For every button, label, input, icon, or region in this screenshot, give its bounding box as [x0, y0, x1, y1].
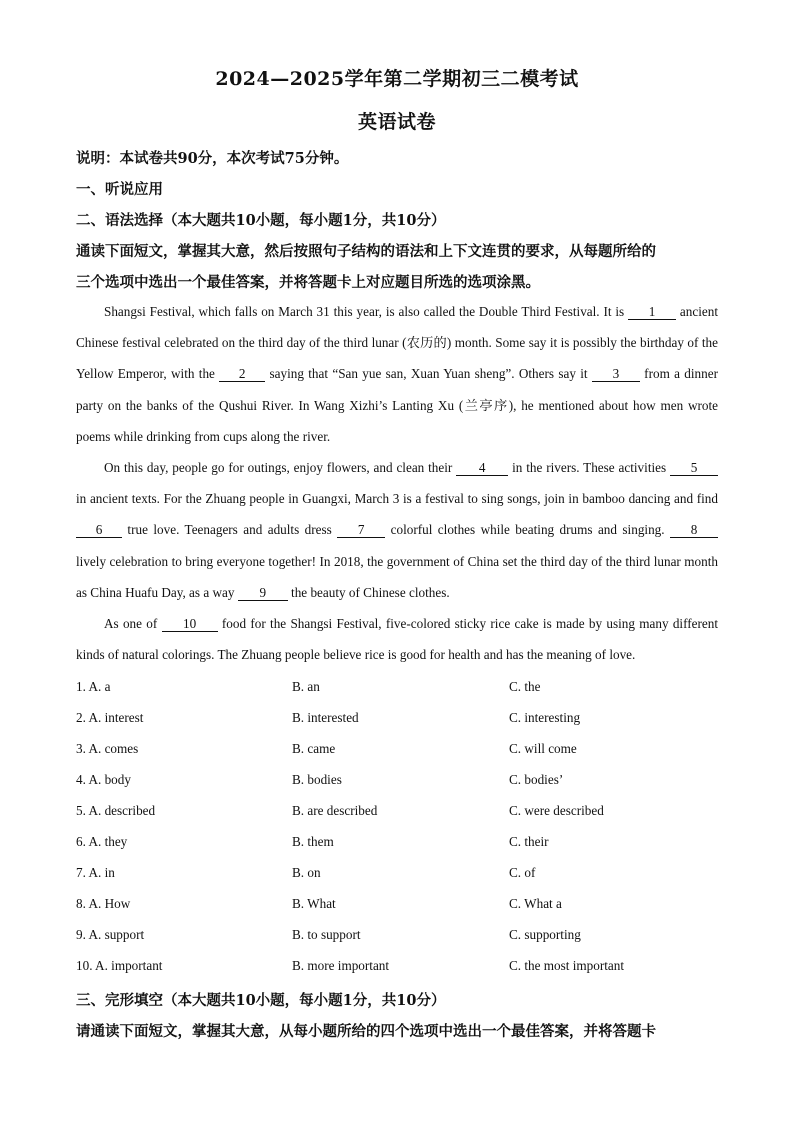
- blank-2: 2: [219, 367, 265, 382]
- option-b: B. are described: [292, 803, 378, 818]
- passage-text: colorful clothes while beating drums and singing.: [385, 522, 670, 538]
- section-3-heading: 三、完形填空（本大题共10小题，每小题1分，共10分）: [76, 992, 446, 1009]
- option-a: 2. A. interest: [76, 710, 144, 725]
- option-row-6: [76, 834, 736, 854]
- option-b: B. more important: [292, 958, 390, 973]
- passage-text: On this day, people go for outings, enjoy flowers, and clean their: [104, 460, 457, 475]
- option-c: C. the most important: [509, 958, 625, 973]
- option-b: B. them: [292, 834, 334, 849]
- blank-10: 10: [162, 617, 218, 632]
- option-c: C. were described: [509, 803, 604, 818]
- passage-text: the beauty of Chinese clothes.: [287, 584, 450, 600]
- exam-note: 说明：本试卷共90分，本次考试75分钟。: [76, 150, 349, 167]
- option-a: 4. A. body: [76, 772, 131, 787]
- passage-text: true love. Teenagers and adults dress: [122, 522, 338, 538]
- blank-8: 8: [670, 523, 718, 538]
- passage-text: Shangsi Festival, which falls on March 31 this year, is also called the Double Third Festival. It is: [104, 304, 629, 319]
- option-a: 9. A. support: [76, 927, 145, 942]
- option-a: 3. A. comes: [76, 741, 139, 756]
- option-b: B. to support: [292, 927, 361, 942]
- option-row-2: [76, 710, 736, 730]
- section-2-instruction-line-2: 三个选项中选出一个最佳答案，并将答题卡上对应题目所选的选项涂黑。: [76, 274, 540, 291]
- option-c: C. of: [509, 865, 536, 880]
- passage-text: lively celebration to bring everyone together! In 2018, the government of China set the third day of the third lunar month as China Huafu Day, as a way: [76, 553, 718, 600]
- option-row-8: [76, 896, 736, 916]
- option-row-1: [76, 679, 736, 699]
- exam-subtitle: 英语试卷: [357, 111, 436, 133]
- option-b: B. an: [292, 679, 320, 694]
- option-c: C. their: [509, 834, 549, 849]
- option-c: C. What a: [509, 896, 562, 911]
- option-c: C. the: [509, 679, 541, 694]
- option-c: C. bodies’: [509, 772, 564, 787]
- passage-text: saying that “San yue san, Xuan Yuan sheng”. Others say it: [265, 366, 592, 382]
- passage-paragraph-1: [76, 296, 718, 452]
- blank-5: 5: [670, 461, 718, 476]
- option-b: B. came: [292, 741, 336, 756]
- option-row-4: [76, 772, 736, 792]
- passage-text: from a dinner party on the banks of the Qushui River. In Wang Xizhi’s Lanting Xu (兰亭序), he mentioned about how men wrote poems while drinking from cups along the river.: [76, 366, 718, 444]
- passage-text: As one of: [104, 616, 162, 631]
- section-2-instruction-line-1: 通读下面短文，掌握其大意，然后按照句子结构的语法和上下文连贯的要求，从每题所给的: [76, 243, 656, 260]
- option-c: C. interesting: [509, 710, 581, 725]
- option-b: B. bodies: [292, 772, 342, 787]
- passage-text: in ancient texts. For the Zhuang people in Guangxi, March 3 is a festival to sing songs, join in bamboo dancing and find: [76, 491, 718, 507]
- exam-title: 2024—2025学年第二学期初三二模考试: [215, 68, 579, 90]
- blank-4: 4: [456, 461, 508, 476]
- option-a: 1. A. a: [76, 679, 111, 694]
- blank-6: 6: [76, 523, 122, 538]
- blank-1: 1: [628, 305, 676, 320]
- passage-text: food for the Shangsi Festival, five-colored sticky rice cake is made by using many different kinds of natural colorings. The Zhuang people believe rice is good for health and has the meaning of love.: [76, 616, 718, 663]
- passage-text: ancient Chinese festival celebrated on the third day of the third lunar (农历的) month. Some say it is possibly the birthday of the Yellow Emperor, with the: [76, 304, 719, 382]
- blank-9: 9: [238, 586, 288, 601]
- option-row-5: [76, 803, 736, 823]
- option-a: 7. A. in: [76, 865, 115, 880]
- blank-7: 7: [337, 523, 385, 538]
- option-b: B. on: [292, 865, 321, 880]
- option-a: 10. A. important: [76, 958, 163, 973]
- option-b: B. interested: [292, 710, 359, 725]
- option-row-10: [76, 958, 736, 978]
- option-b: B. What: [292, 896, 336, 911]
- option-a: 5. A. described: [76, 803, 156, 818]
- option-row-7: [76, 865, 736, 885]
- option-row-9: [76, 927, 736, 947]
- passage-text: in the rivers. These activities: [508, 460, 671, 475]
- option-row-3: [76, 741, 736, 761]
- section-2-heading: 二、语法选择（本大题共10小题，每小题1分，共10分）: [76, 212, 446, 229]
- option-a: 6. A. they: [76, 834, 128, 849]
- option-a: 8. A. How: [76, 896, 131, 911]
- section-3-instruction-line-1: 请通读下面短文，掌握其大意，从每小题所给的四个选项中选出一个最佳答案，并将答题卡: [76, 1023, 656, 1040]
- passage-paragraph-3: [76, 608, 718, 670]
- blank-3: 3: [592, 367, 640, 382]
- option-c: C. will come: [509, 741, 577, 756]
- option-c: C. supporting: [509, 927, 581, 942]
- passage-paragraph-2: [76, 452, 718, 608]
- section-1-heading: 一、听说应用: [76, 181, 163, 198]
